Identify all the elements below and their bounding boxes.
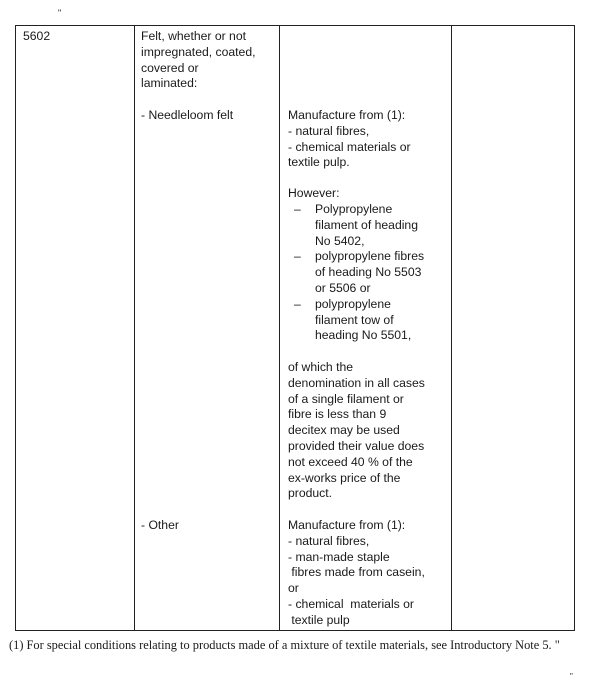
heading-description: Felt, whether or not impregnated, coated, covered or laminated: — [141, 29, 256, 91]
needleloom-rule-intro: Manufacture from (1): - natural fibres, - chemical materials or textile pulp. — [288, 108, 411, 170]
item-needleloom-felt-label: - Needleloom felt — [141, 108, 234, 122]
rules-table — [15, 25, 575, 631]
exception-item: – polypropylene filament tow of heading No 5501, — [294, 296, 412, 343]
other-rule-intro: Manufacture from (1): - natural fibres, - man-made staple fibres made from casein, or - chemical materials or textile pulp — [288, 518, 425, 627]
column-divider — [134, 26, 135, 630]
heading-code: 5602 — [23, 29, 51, 43]
footnote: (1) For special conditions relating to products made of a mixture of textile materials, see Introductory Note 5. " — [9, 638, 560, 652]
top-quote-mark: " — [58, 8, 62, 18]
exception-list — [288, 202, 448, 344]
needleloom-condition: of which the denomination in all cases of a single filament or fibre is less than 9 decitex may be used provided their value does not exceed 40 % of the ex-works price of the product. — [288, 360, 425, 501]
exception-item: – Polypropylene filament of heading No 5402, — [294, 202, 418, 248]
however-label: However: — [288, 186, 340, 200]
item-other-label: - Other — [141, 518, 179, 532]
column-divider — [451, 26, 452, 630]
corner-mark: " — [570, 672, 573, 681]
column-divider — [279, 26, 280, 630]
exception-item: – polypropylene fibres of heading No 5503 or 5506 or — [294, 249, 425, 295]
